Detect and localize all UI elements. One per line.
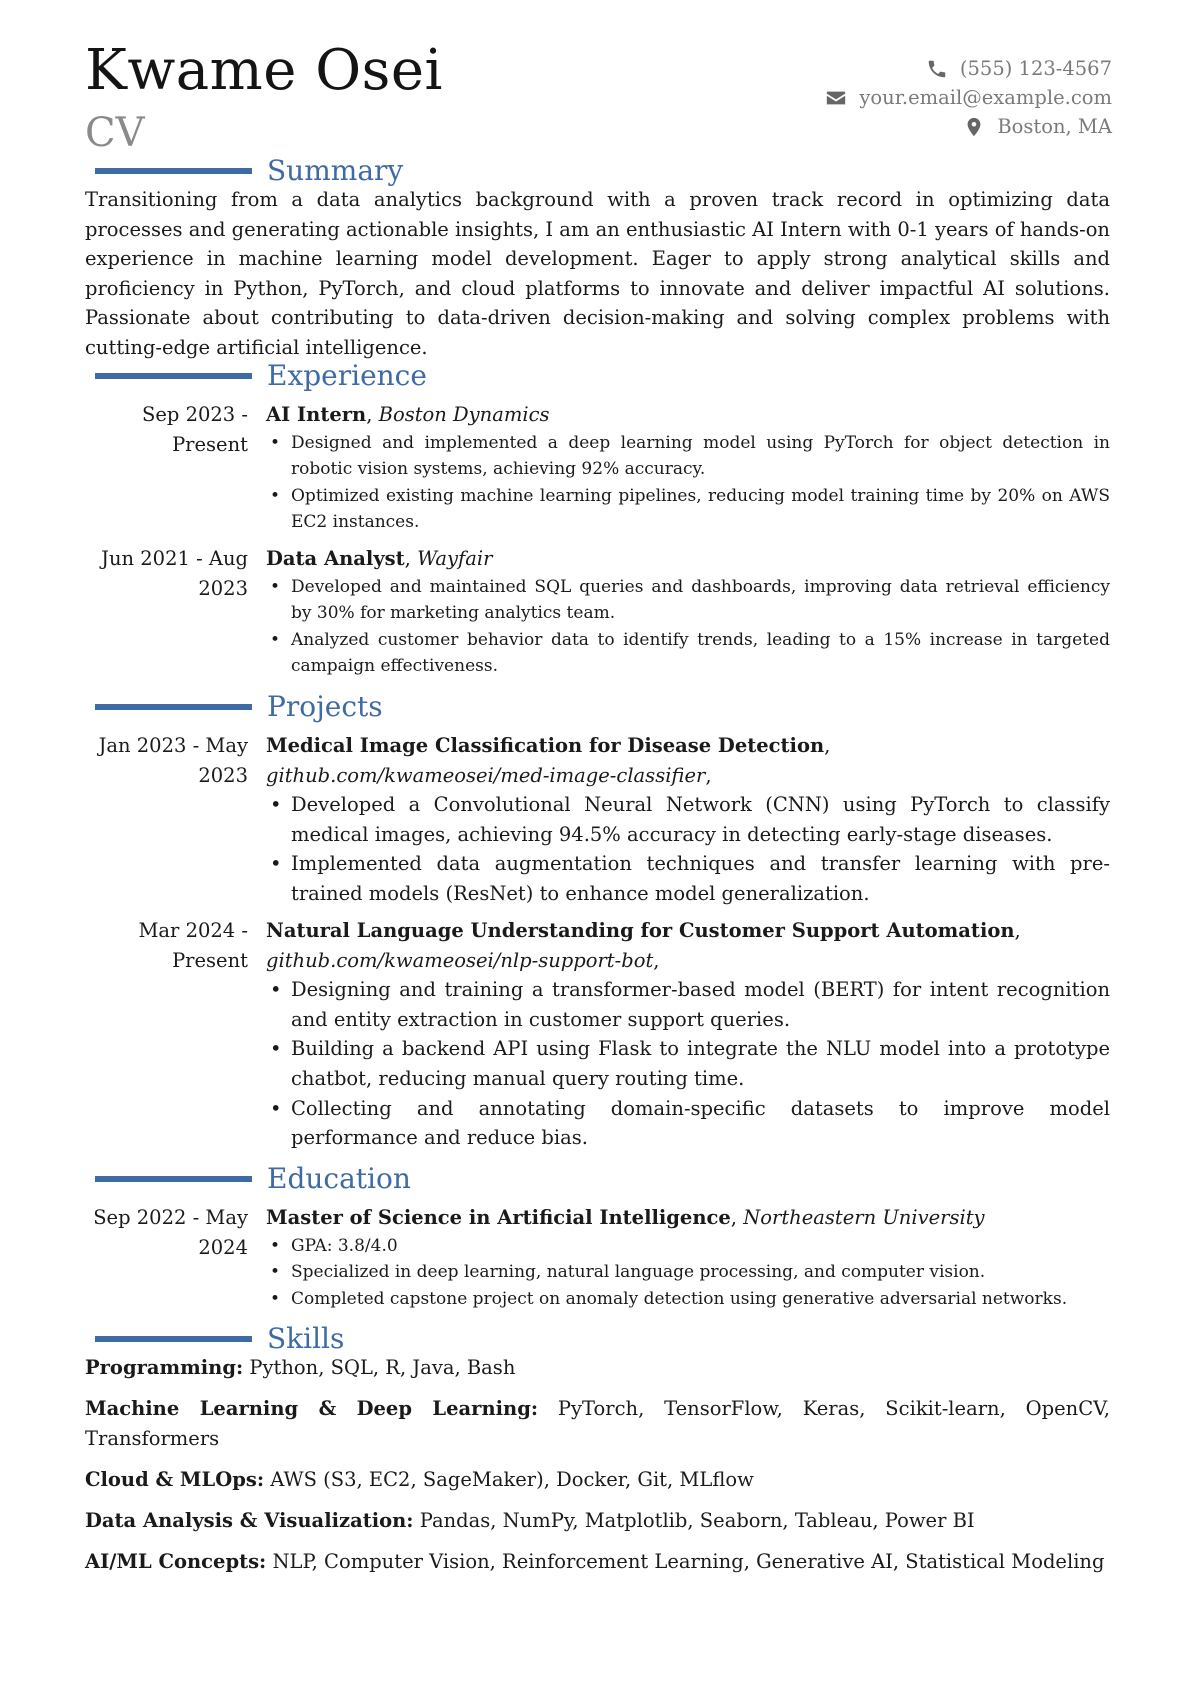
bullet-item: • Designing and training a transformer-based model (BERT) for intent recognition and entity extraction in customer support queries. <box>266 975 1110 1034</box>
map-marker-icon <box>963 116 985 138</box>
entry-date: Jun 2021 - Aug 2023 <box>101 547 248 600</box>
entry-date: Sep 2023 - Present <box>142 403 248 456</box>
skill-row <box>85 1465 1110 1495</box>
bullet-item: • Developed and maintained SQL queries and dashboards, improving data retrieval efficiency by 30% for marketing analytics team. <box>266 574 1110 627</box>
section-projects-header <box>95 689 383 725</box>
bullet-item: • Analyzed customer behavior data to identify trends, leading to a 15% increase in targeted campaign effectiveness. <box>266 627 1110 680</box>
document-type: CV <box>85 110 145 156</box>
bullet-item: • Implemented data augmentation techniques and transfer learning with pre-trained models (ResNet) to enhance model generalization. <box>266 849 1110 908</box>
skill-category: Data Analysis & Visualization: <box>85 1508 414 1532</box>
entry-body <box>266 400 1110 536</box>
employer: Boston Dynamics <box>378 403 550 426</box>
entry-heading: Medical Image Classification for Disease Detection, github.com/kwameosei/med-image-classifier, <box>266 734 831 787</box>
bullet-list <box>266 975 1110 1153</box>
bullet-item: • Designed and implemented a deep learning model using PyTorch for object detection in robotic vision systems, achieving 92% accuracy. <box>266 430 1110 483</box>
summary-text: Transitioning from a data analytics background with a proven track record in optimizing data processes and generating actionable insights, I am an enthusiastic AI Intern with 0-1 years of hands-on experience in machine learning model development. Eager to apply strong analytical skills and proficiency in Python, PyTorch, and cloud platforms to innovate and deliver impactful AI solutions. Passionate about contributing to data-driven decision-making and solving complex problems with cutting-edge artificial intelligence. <box>85 188 1110 359</box>
contact-email <box>825 83 1112 112</box>
skill-category: Programming: <box>85 1356 244 1379</box>
bullet-item: • Optimized existing machine learning pipelines, reducing model training time by 20% on AWS EC2 instances. <box>266 483 1110 536</box>
entry-body <box>266 544 1110 680</box>
job-title: Data Analyst <box>266 547 405 570</box>
employer: Wayfair <box>417 547 493 570</box>
skill-row <box>85 1506 1110 1536</box>
skill-row <box>85 1547 1110 1577</box>
person-name: Kwame Osei <box>85 38 443 103</box>
phone-text: (555) 123-4567 <box>959 57 1112 80</box>
skill-values: AWS (S3, EC2, SageMaker), Docker, Git, MLflow <box>270 1467 754 1491</box>
entry-date: Mar 2024 - Present <box>138 919 248 972</box>
bullet-list <box>266 430 1110 536</box>
bullet-list <box>266 574 1110 680</box>
section-bar <box>95 704 252 710</box>
skill-row <box>85 1353 1110 1383</box>
bullet-item: • GPA: 3.8/4.0 <box>266 1233 1110 1260</box>
section-bar <box>95 1176 252 1182</box>
section-summary-header <box>95 153 403 189</box>
section-bar <box>95 373 252 379</box>
skill-values: Python, SQL, R, Java, Bash <box>249 1356 516 1379</box>
section-bar <box>95 168 252 174</box>
bullet-item: • Developed a Convolutional Neural Network (CNN) using PyTorch to classify medical images, achieving 94.5% accuracy in detecting early-stage diseases. <box>266 790 1110 849</box>
contact-info <box>825 54 1112 141</box>
skill-values: NLP, Computer Vision, Reinforcement Learning, Generative AI, Statistical Modeling <box>272 1549 1105 1573</box>
entry-body <box>266 731 1110 909</box>
skill-category: Machine Learning & Deep Learning: <box>85 1397 539 1421</box>
phone-icon <box>926 58 948 80</box>
entry-date: Sep 2022 - May 2024 <box>93 1206 248 1259</box>
entry-heading: AI Intern, Boston Dynamics <box>266 403 550 426</box>
entry-heading: Master of Science in Artificial Intelligence, Northeastern University <box>266 1206 985 1229</box>
bullet-list <box>266 790 1110 908</box>
skill-category: AI/ML Concepts: <box>85 1549 267 1573</box>
bullet-item: • Building a backend API using Flask to integrate the NLU model into a prototype chatbot, reducing manual query routing time. <box>266 1034 1110 1093</box>
section-experience-header <box>95 358 427 394</box>
skill-values: Pandas, NumPy, Matplotlib, Seaborn, Tableau, Power BI <box>419 1508 975 1532</box>
skill-category: Cloud & MLOps: <box>85 1467 265 1491</box>
project-title: Medical Image Classification for Disease Detection <box>266 734 825 757</box>
section-title: Projects <box>267 690 383 723</box>
bullet-item: • Collecting and annotating domain-specific datasets to improve model performance and reduce bias. <box>266 1094 1110 1153</box>
degree-title: Master of Science in Artificial Intelligence <box>266 1206 731 1229</box>
section-skills-header <box>95 1321 344 1357</box>
entry-heading: Data Analyst, Wayfair <box>266 547 493 570</box>
skill-row <box>85 1394 1110 1453</box>
bullet-list <box>266 1233 1110 1313</box>
project-link[interactable]: github.com/kwameosei/nlp-support-bot <box>266 948 654 972</box>
section-title: Summary <box>267 154 404 187</box>
job-title: AI Intern <box>266 403 367 426</box>
contact-phone <box>825 54 1112 83</box>
section-bar <box>95 1336 252 1342</box>
entry-body <box>266 1203 1110 1312</box>
section-title: Skills <box>267 1322 345 1355</box>
entry-date: Jan 2023 - May 2023 <box>98 734 248 787</box>
section-education-header <box>95 1161 411 1197</box>
skill-values: PyTorch, TensorFlow, Keras, Scikit-learn, OpenCV, Transformers <box>85 1397 1110 1450</box>
entry-body <box>266 916 1110 1153</box>
institution: Northeastern University <box>743 1206 985 1229</box>
bullet-item: • Completed capstone project on anomaly detection using generative adversarial networks. <box>266 1286 1110 1313</box>
entry-heading: Natural Language Understanding for Customer Support Automation, github.com/kwameosei/nlp-support-bot, <box>266 919 1021 972</box>
contact-location <box>825 112 1112 141</box>
bullet-item: • Specialized in deep learning, natural language processing, and computer vision. <box>266 1259 1110 1286</box>
email-link[interactable]: your.email@example.com <box>859 86 1112 109</box>
skills-list <box>85 1353 1110 1588</box>
location-text: Boston, MA <box>997 115 1112 138</box>
project-title: Natural Language Understanding for Customer Support Automation <box>266 919 1015 942</box>
project-link[interactable]: github.com/kwameosei/med-image-classifier <box>266 763 706 787</box>
section-title: Education <box>267 1162 411 1195</box>
section-title: Experience <box>267 359 427 392</box>
envelope-icon <box>825 87 847 109</box>
